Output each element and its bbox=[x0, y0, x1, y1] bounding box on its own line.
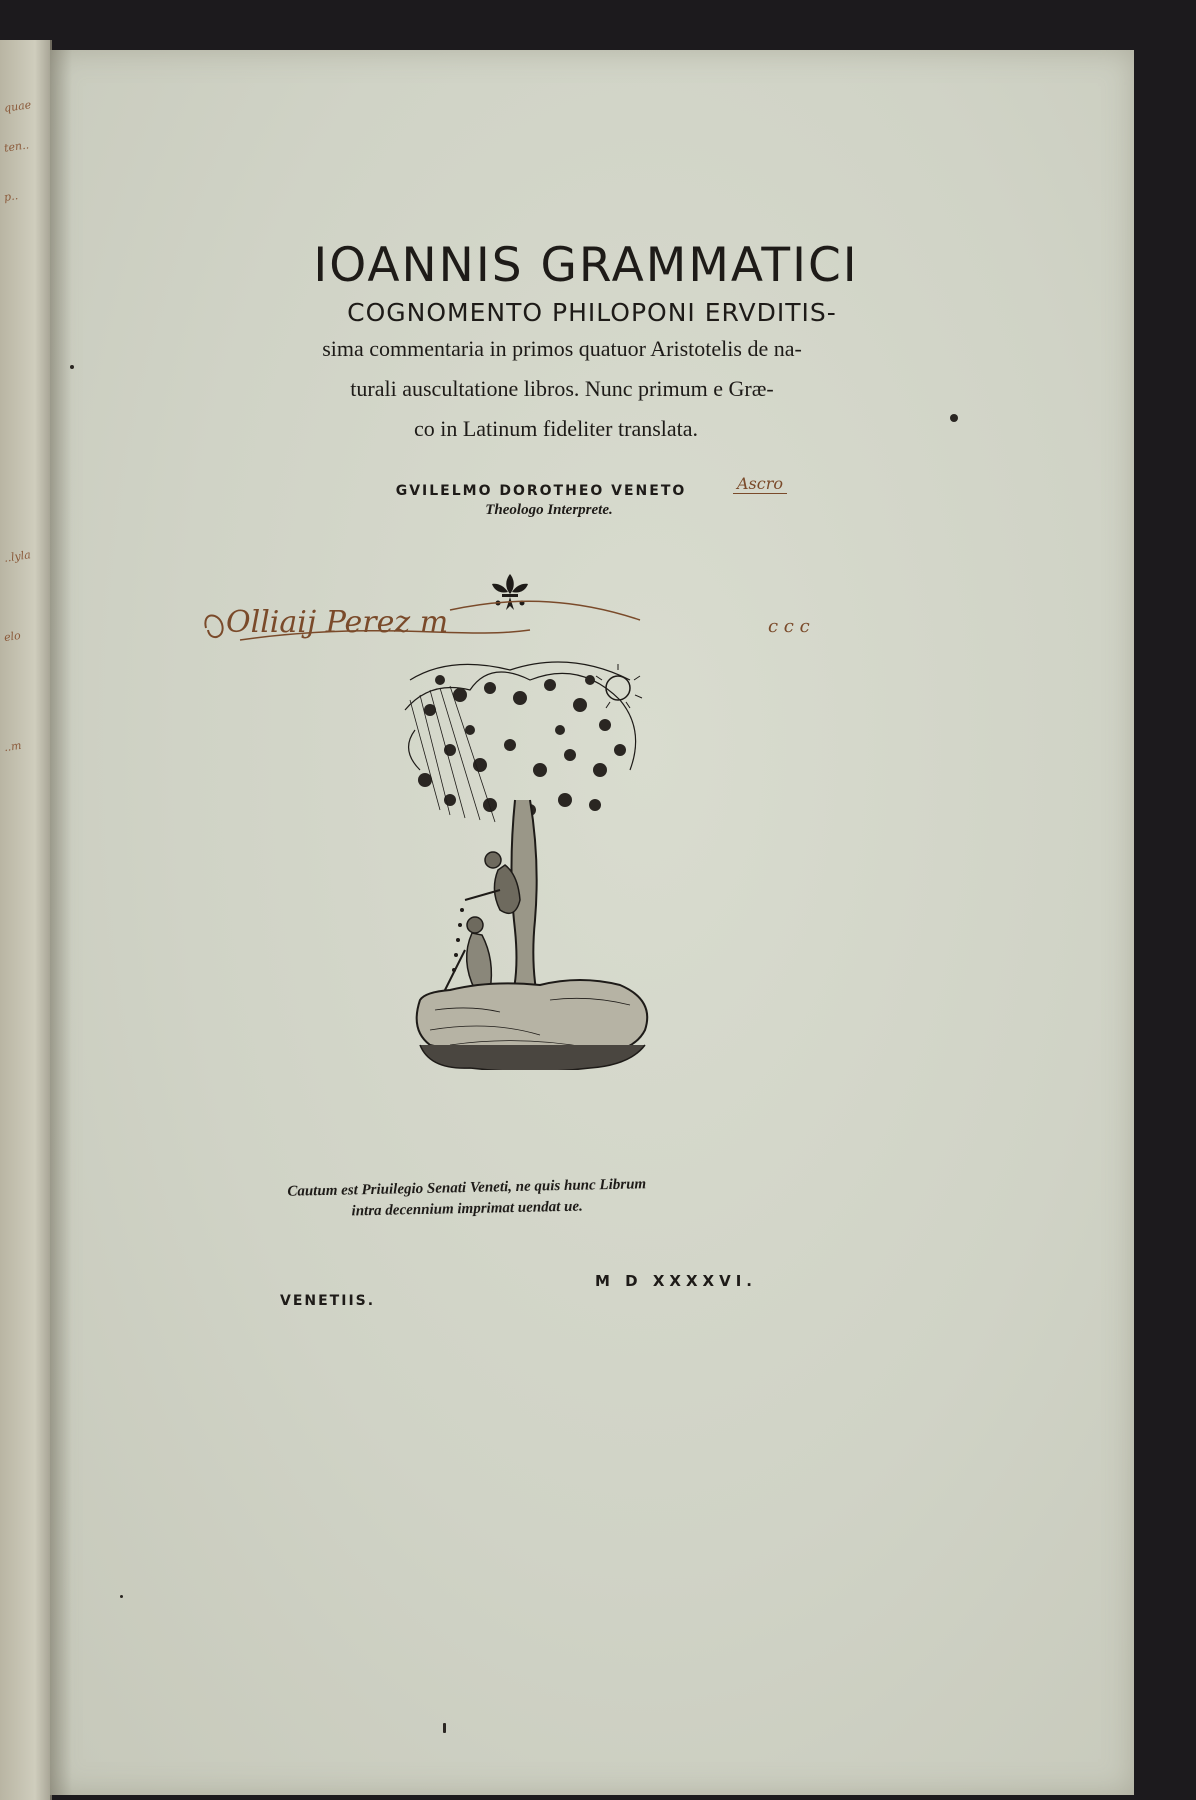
imprint-place: VENETIIS. bbox=[280, 1293, 376, 1309]
imprint-date: M D XXXXVI. bbox=[595, 1272, 757, 1290]
title-main: IOANNIS GRAMMATICI bbox=[313, 238, 859, 293]
title-line-2: turali auscultatione libros. Nunc primum e Græ- bbox=[350, 376, 774, 401]
title-subtitle: COGNOMENTO PHILOPONI ERVDITIS- bbox=[347, 298, 837, 327]
ink-fleck bbox=[120, 1595, 123, 1598]
ownership-signature-suffix: c c c bbox=[768, 616, 810, 637]
ink-fleck bbox=[70, 365, 74, 369]
margin-note: quae bbox=[3, 98, 32, 115]
title-line-1: sima commentaria in primos quatuor Aristotelis de na- bbox=[322, 336, 802, 361]
title-page bbox=[50, 50, 1134, 1795]
manuscript-annotation: Ascro bbox=[733, 474, 787, 494]
printing-privilege bbox=[0, 1167, 1009, 1232]
previous-page-edge bbox=[0, 40, 52, 1800]
privilege-line-1: Cautum est Priuilegio Senati Veneti, ne quis hunc Librum bbox=[287, 1176, 647, 1200]
margin-note: p.. bbox=[3, 189, 19, 204]
title-line-3: co in Latinum fideliter translata. bbox=[413, 416, 699, 441]
translator-name: GVILELMO DOROTHEO VENETO bbox=[395, 483, 687, 499]
tree-woodcut-icon bbox=[390, 650, 660, 1070]
margin-note: ..m bbox=[3, 738, 23, 755]
ownership-signature-text: Olliaij Perez m bbox=[226, 605, 449, 640]
ink-fleck bbox=[443, 1723, 446, 1733]
margin-note: ten.. bbox=[3, 138, 30, 155]
margin-note: elo bbox=[3, 628, 22, 645]
privilege-line-2: intra decennium imprimat uendat ue. bbox=[351, 1198, 583, 1220]
translator-role: Theologo Interprete. bbox=[485, 502, 613, 518]
margin-note: ..lyla bbox=[3, 548, 32, 565]
